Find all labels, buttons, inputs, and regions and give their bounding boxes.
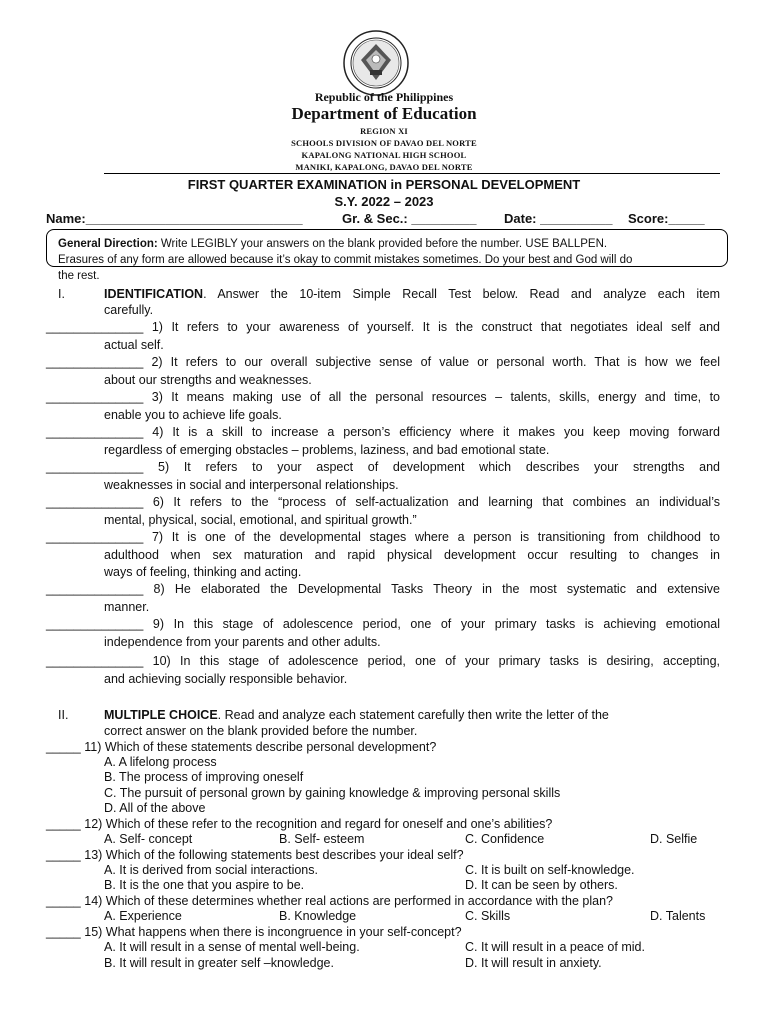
header-school: KAPALONG NATIONAL HIGH SCHOOL <box>301 150 467 160</box>
identification-item <box>46 320 720 335</box>
general-direction-box <box>46 229 728 282</box>
section2-instruction-cont: correct answer on the blank provided before the number. <box>104 724 418 738</box>
q11-option-d: D. All of the above <box>104 801 206 815</box>
item-text: 9) In this stage of adolescence period, one of your primary tasks is achieving emotional <box>143 617 720 631</box>
answer-blank[interactable]: ______________ <box>46 654 144 668</box>
identification-item <box>46 355 720 370</box>
identification-item <box>46 495 720 510</box>
question-11: _____ 11) Which of these statements describe personal development? <box>46 740 437 754</box>
section1-instruction: IDENTIFICATION. Answer the 10-item Simple Recall Test below. Read and analyze each item <box>104 287 720 301</box>
q12-option-c: C. Confidence <box>465 832 545 846</box>
answer-blank[interactable]: _____ <box>46 848 81 862</box>
question-14: _____ 14) Which of these determines whether real actions are performed in accordance with the plan? <box>46 894 613 908</box>
answer-blank[interactable]: ______________ <box>46 582 144 596</box>
identification-item <box>46 390 720 405</box>
identification-item <box>46 617 720 632</box>
header-republic: Republic of the Philippines <box>314 90 454 104</box>
header-department: Department of Education <box>291 104 477 123</box>
q14-option-c: C. Skills <box>465 909 511 923</box>
answer-blank[interactable]: ______________ <box>46 460 144 474</box>
identification-item <box>46 460 720 475</box>
section1-number: I. <box>58 287 65 301</box>
q13-option-a: A. It is derived from social interactions. <box>104 863 318 877</box>
score-field[interactable]: Score:_____ <box>628 211 705 226</box>
q13-option-c: C. It is built on self-knowledge. <box>465 863 635 877</box>
direction-line1: Write LEGIBLY your answers on the blank provided before the number. USE BALLPEN. <box>157 238 608 250</box>
answer-blank[interactable]: ______________ <box>46 495 144 509</box>
item-text: 6) It refers to the “process of self-actualization and learning that combines an individual’s <box>143 495 720 509</box>
item-text-cont: independence from your parents and other adults. <box>104 634 381 649</box>
exam-title: FIRST QUARTER EXAMINATION in PERSONAL DEVELOPMENT <box>187 177 581 192</box>
answer-blank[interactable]: ______________ <box>46 320 144 334</box>
item-text: 5) It refers to your aspect of development which describes your strengths and <box>143 460 720 474</box>
answer-blank[interactable]: ______________ <box>46 617 144 631</box>
q11-option-b: B. The process of improving oneself <box>104 770 304 784</box>
section1-title: IDENTIFICATION <box>104 287 204 301</box>
section1-instruction-cont: carefully. <box>104 303 154 317</box>
header-division: SCHOOLS DIVISION OF DAVAO DEL NORTE <box>291 138 477 148</box>
q15-option-d: D. It will result in anxiety. <box>465 956 602 970</box>
item-text-cont: weaknesses in social and interpersonal relationships. <box>104 477 399 492</box>
item-text-cont: manner. <box>104 599 150 614</box>
answer-blank[interactable]: _____ <box>46 894 81 908</box>
header-region: REGION XI <box>360 126 408 136</box>
identification-item <box>46 530 720 545</box>
q11-option-c: C. The pursuit of personal grown by gaining knowledge & improving personal skills <box>104 786 561 800</box>
question-12: _____ 12) Which of these refer to the recognition and regard for oneself and one’s abilities? <box>46 817 553 831</box>
q14-option-b: B. Knowledge <box>279 909 357 923</box>
item-text: 7) It is one of the developmental stages where a person is transitioning from childhood to <box>143 530 720 544</box>
q15-option-a: A. It will result in a sense of mental well-being. <box>104 940 360 954</box>
item-text: 10) In this stage of adolescence period, one of your primary tasks is desiring, accepting, <box>143 654 720 668</box>
q13-option-b: B. It is the one that you aspire to be. <box>104 878 305 892</box>
item-text: 2) It refers to our overall subjective sense of value or personal worth. That is how we feel <box>143 355 720 369</box>
question-15: _____ 15) What happens when there is incongruence in your self-concept? <box>46 925 462 939</box>
item-text-cont: and achieving socially responsible behavior. <box>104 671 348 686</box>
item-text-cont: adulthood when sex maturation and rapid physical development occur resulting to changes in <box>104 547 720 562</box>
deped-seal-icon <box>343 30 409 96</box>
header-address: MANIKI, KAPALONG, DAVAO DEL NORTE <box>295 162 473 172</box>
item-text-cont: ways of feeling, thinking and acting. <box>104 565 302 579</box>
answer-blank[interactable]: ______________ <box>46 530 144 544</box>
identification-item <box>46 582 720 597</box>
q15-option-c: C. It will result in a peace of mid. <box>465 940 645 954</box>
header-divider <box>104 173 720 174</box>
q13-option-d: D. It can be seen by others. <box>465 878 618 892</box>
item-text: 8) He elaborated the Developmental Tasks Theory in the most systematic and extensive <box>143 582 720 596</box>
item-text-cont: regardless of emerging obstacles – problems, laziness, and bad emotional state. <box>104 442 550 457</box>
identification-item <box>46 654 720 669</box>
q14-option-d: D. Talents <box>650 909 706 923</box>
q12-option-b: B. Self- esteem <box>279 832 365 846</box>
item-text-cont: actual self. <box>104 337 164 352</box>
question-13: _____ 13) Which of the following statements best describes your ideal self? <box>46 848 464 862</box>
name-field[interactable]: Name:______________________________ <box>46 211 303 226</box>
section2-title: MULTIPLE CHOICE <box>104 708 218 722</box>
item-text: 1) It refers to your awareness of yourself. It is the construct that negotiates ideal self and <box>143 320 720 334</box>
direction-label: General Direction: <box>58 238 158 250</box>
q11-option-a: A. A lifelong process <box>104 755 217 769</box>
section2-number: II. <box>58 708 69 722</box>
direction-line2: Erasures of any form are allowed because it’s okay to commit mistakes sometimes. Do your best and God will do <box>58 254 633 266</box>
q14-option-a: A. Experience <box>104 909 182 923</box>
date-field[interactable]: Date: __________ <box>504 211 613 226</box>
school-year: S.Y. 2022 – 2023 <box>334 194 434 209</box>
item-text: 4) It is a skill to increase a person’s efficiency where it makes you keep moving forward <box>143 425 720 439</box>
q12-option-a: A. Self- concept <box>104 832 193 846</box>
grade-section-field[interactable]: Gr. & Sec.: _________ <box>342 211 477 226</box>
item-text-cont: about our strengths and weaknesses. <box>104 372 312 387</box>
item-text: 3) It means making use of all the personal resources – talents, skills, energy and time, to <box>143 390 720 404</box>
q12-option-d: D. Selfie <box>650 832 698 846</box>
item-text-cont: enable you to achieve life goals. <box>104 407 282 422</box>
answer-blank[interactable]: _____ <box>46 925 81 939</box>
identification-item <box>46 425 720 440</box>
section2-instruction: MULTIPLE CHOICE. Read and analyze each statement carefully then write the letter of the <box>104 708 609 722</box>
answer-blank[interactable]: ______________ <box>46 425 144 439</box>
answer-blank[interactable]: ______________ <box>46 390 144 404</box>
answer-blank[interactable]: _____ <box>46 817 81 831</box>
answer-blank[interactable]: _____ <box>46 740 81 754</box>
answer-blank[interactable]: ______________ <box>46 355 144 369</box>
q15-option-b: B. It will result in greater self –knowledge. <box>104 956 334 970</box>
item-text-cont: mental, physical, social, emotional, and spiritual growth.” <box>104 512 417 527</box>
direction-line3: the rest. <box>58 270 100 282</box>
